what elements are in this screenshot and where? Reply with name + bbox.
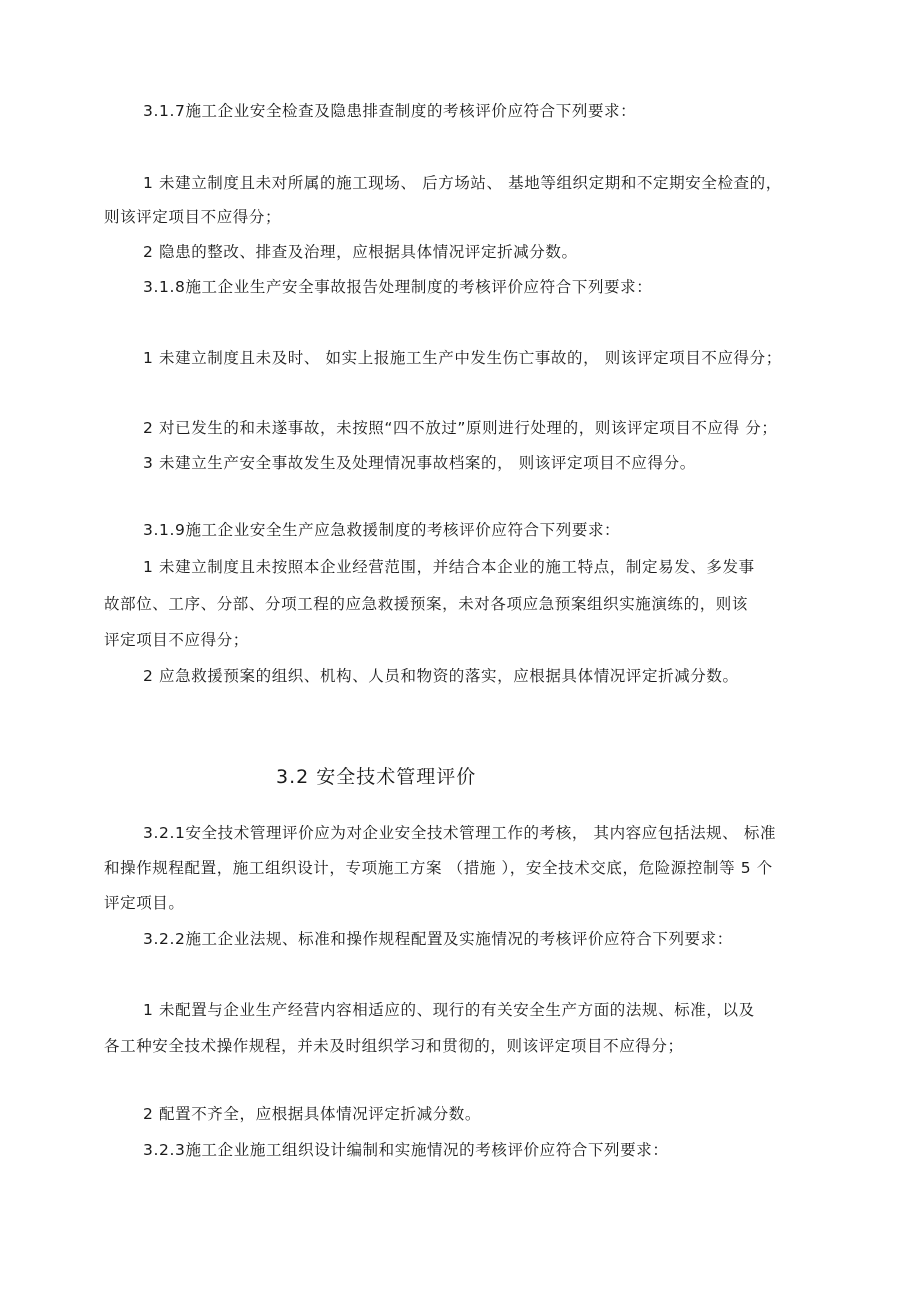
clause-3-1-8-item-3: 3 未建立生产安全事故发生及处理情况事故档案的， 则该评定项目不应得分。 xyxy=(143,454,696,472)
clause-3-1-7-title: 3.1.7施工企业安全检查及隐患排查制度的考核评价应符合下列要求： xyxy=(143,102,637,120)
clause-3-2-3-title: 3.2.3施工企业施工组织设计编制和实施情况的考核评价应符合下列要求： xyxy=(143,1141,669,1159)
clause-3-1-9-title: 3.1.9施工企业安全生产应急救援制度的考核评价应符合下列要求： xyxy=(143,521,621,539)
clause-3-1-9-item-1-cont: 故部位、工序、分部、分项工程的应急救援预案，未对各项应急预案组织实施演练的，则该 xyxy=(104,595,749,613)
clause-3-1-7-item-1-cont: 则该评定项目不应得分； xyxy=(104,208,282,226)
clause-3-1-8-item-2: 2 对已发生的和未遂事故，未按照“四不放过”原则进行处理的，则该评定项目不应得 分； xyxy=(143,419,778,437)
clause-3-1-7-item-1: 1 未建立制度且未对所属的施工现场、 后方场站、 基地等组织定期和不定期安全检查的， xyxy=(143,174,782,192)
clause-3-1-8-item-1: 1 未建立制度且未及时、 如实上报施工生产中发生伤亡事故的， 则该评定项目不应得分； xyxy=(143,349,782,367)
clause-3-1-7-item-2: 2 隐患的整改、排查及治理，应根据具体情况评定折减分数。 xyxy=(143,243,578,261)
clause-3-2-1-cont: 评定项目。 xyxy=(104,894,185,912)
clause-3-2-1-cont: 和操作规程配置，施工组织设计，专项施工方案 （措施 ），安全技术交底，危险源控制等 5 个 xyxy=(104,859,773,877)
clause-3-2-2-item-1-cont: 各工种安全技术操作规程，并未及时组织学习和贯彻的，则该评定项目不应得分； xyxy=(104,1037,684,1055)
clause-3-2-1: 3.2.1安全技术管理评价应为对企业安全技术管理工作的考核， 其内容应包括法规、 标准 xyxy=(143,824,777,842)
section-3-2-heading: 3.2 安全技术管理评价 xyxy=(276,766,477,788)
clause-3-2-2-item-2: 2 配置不齐全，应根据具体情况评定折减分数。 xyxy=(143,1105,481,1123)
clause-3-1-8-title: 3.1.8施工企业生产安全事故报告处理制度的考核评价应符合下列要求： xyxy=(143,278,653,296)
clause-3-1-9-item-1: 1 未建立制度且未按照本企业经营范围，并结合本企业的施工特点，制定易发、多发事 xyxy=(143,558,755,576)
clause-3-2-2-title: 3.2.2施工企业法规、标准和操作规程配置及实施情况的考核评价应符合下列要求： xyxy=(143,930,733,948)
clause-3-1-9-item-2: 2 应急救援预案的组织、机构、人员和物资的落实，应根据具体情况评定折减分数。 xyxy=(143,667,739,685)
clause-3-1-9-item-1-cont: 评定项目不应得分； xyxy=(104,631,249,649)
clause-3-2-2-item-1: 1 未配置与企业生产经营内容相适应的、现行的有关安全生产方面的法规、标准，以及 xyxy=(143,1001,755,1019)
